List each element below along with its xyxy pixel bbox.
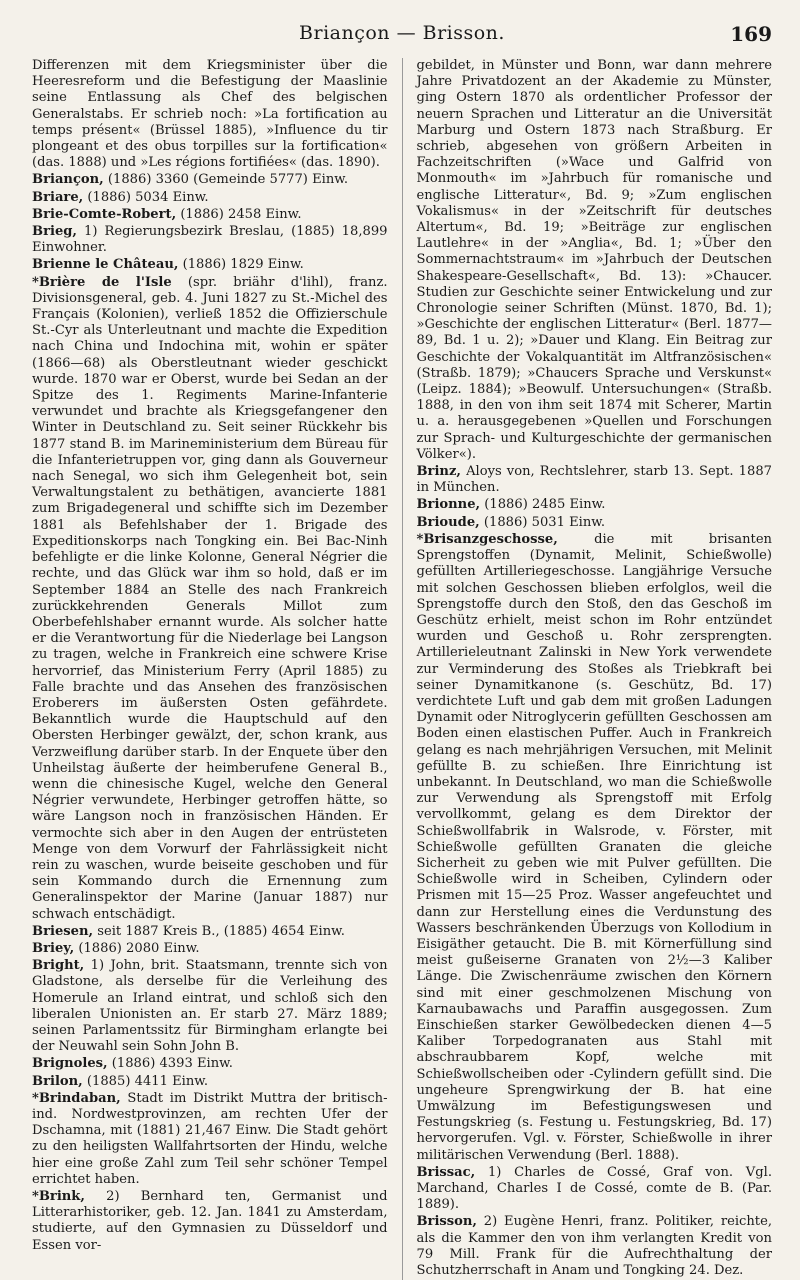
entry [32, 207, 388, 223]
entry [32, 1056, 388, 1072]
entry [32, 190, 388, 206]
entry [32, 1091, 388, 1188]
entry-headword: Bright, [32, 958, 85, 974]
entry-text: die mit brisanten Sprengstoffen (Dynamit, Melinit, Schießwolle) gefüllten Artilleriegeschosse. Langjährige Versuche mit solchen Geschossen blieben erfolglos, weil die Sprengstoffe durch den Stoß, den das Geschoß im Geschütz erhielt, meist schon im Rohr entzündet wurden und Geschoß u. Rohr zersprengten. Artillerieleutnant Zalinski in New York verwendete zur Verminderung des Stoßes als Triebkraft bei seiner Dynamitkanone (s. Geschütz, Bd. 17) verdichtete Luft und gab dem mit großen Ladungen Dynamit oder Nitroglycerin gefüllten Geschossen am Boden einen elastischen Puffer. Auch in Frankreich gelang es nach mehrjährigen Versuchen, mit Melinit gefüllte B. zu schießen. Ihre Einrichtung ist unbekannt. In Deutschland, wo man die Schießwolle zur Verwendung als Sprengstoff mit Erfolg vervollkommt, gelang es dem Direktor der Schießwollfabrik in Walsrode, v. Förster, mit Schießwolle gefüllten Granaten die gleiche Sicherheit zu geben wie mit Pulver gefüllten. Die Schießwolle wird in Scheiben, Cylindern oder Prismen mit 15—25 Proz. Wasser angefeuchtet und dann zur Herstellung eines die Verdunstung des Wassers beschränkenden Überzugs von Kollodium in Eisigäther getaucht. Die B. mit Körnerfüllung sind meist gußeiserne Granaten von 2½—3 Kaliber Länge. Die Zwischenräume zwischen den Körnern sind mit einer geschmolzenen Mischung von Karnaubawachs und Paraffin ausgegossen. Zum Einschießen starker Gewölbedecken dienen 4—5 Kaliber Torpedogranaten aus Stahl mit abschraubbarem Kopf, welche mit Schießwollscheiben oder -Cylindern gefüllt sind. Die ungeheure Sprengwirkung der B. hat eine Umwälzung im Befestigungswesen und Festungskrieg (s. Festung u. Festungskrieg, Bd. 17) hervorgerufen. Vgl. v. Förster, Schießwolle in ihrer militärischen Verwendung (Berl. 1888). [416, 531, 772, 1163]
entry [32, 1189, 388, 1254]
entry-text: (1886) 2458 Einw. [180, 206, 302, 222]
entry [32, 275, 388, 923]
entry-text: seit 1887 Kreis B., (1885) 4654 Einw. [97, 923, 345, 939]
entry [32, 257, 388, 273]
entry-text: (1886) 5031 Einw. [483, 514, 606, 530]
entry [32, 58, 388, 171]
entry-headword: Brinz, [416, 464, 461, 480]
entry-text: 1) Regierungsbezirk Breslau, (1885) 18,899 Einwohner. [32, 224, 388, 256]
entry-headword: Briey, [32, 940, 75, 956]
entry-headword: Brioude, [416, 514, 480, 530]
page-number: 169 [730, 22, 772, 46]
entry [416, 1165, 772, 1214]
entry-headword: Briesen, [32, 923, 94, 939]
column-divider [402, 58, 403, 1280]
entry-text: (spr. briähr d'lihl), franz. Divisionsgeneral, geb. 4. Juni 1827 zu St.-Michel des Français (Kolonien), verließ 1852 die Offizierschule St.-Cyr als Unterleutnant und machte die Expedition nach China und Indochina mit, wohin er später (1866—68) als Oberstleutnant wieder geschickt wurde. 1870 war er Oberst, wurde bei Sedan an der Spitze des 1. Regiments Marine-Infanterie verwundet und brachte als Kriegsgefangener den Winter in Deutschland zu. Seit seiner Rückkehr bis 1877 stand B. im Marineministerium dem Büreau für die Infanterietruppen vor, ging dann als Gouverneur nach Senegal, wo sich ihm Gelegenheit bot, sein Verwaltungstalent zu bethätigen, avancierte 1881 zum Brigadegeneral und schiffte sich im Dezember 1881 als Befehlshaber der 1. Brigade des Expeditionskorps nach Tongking ein. Bei Bac-Ninh befehligte er die linke Kolonne, General Négrier die rechte, und das Glück war ihm so hold, daß er im September 1884 an Stelle des nach Frankreich zurückkehrenden Generals Millot zum Oberbefehlshaber ernannt wurde. Als solcher hatte er die Verantwortung für die Niederlage bei Langson zu tragen, welche in Frankreich eine schwere Krise hervorrief, das Ministerium Ferry (April 1885) zu Falle brachte und das Ansehen des französischen Eroberers im äußersten Osten gefährdete. Bekanntlich wurde die Hauptschuld auf den Obersten Herbinger gewälzt, der, schon krank, aus Verzweiflung darüber starb. In der Enquete über den Unheilstag äußerte der heimberufene General B., wenn die chinesische Kugel, welche den General Négrier verwundete, Herbinger getroffen hätte, so wäre Langson noch in französischen Händen. Er vermochte sich aber in den Augen der entrüsteten Menge von dem Vorwurf der Fahrlässigkeit nicht rein zu waschen, wurde beiseite geschoben und für sein Kommando durch die Ernennung zum Generalinspektor der Marine (Januar 1887) nur schwach entschädigt. [32, 274, 388, 922]
entry-headword: Brienne le Château, [32, 257, 179, 273]
entry-headword: Brisson, [416, 1214, 477, 1230]
entry-text: 1) Charles de Cossé, Graf von. Vgl. Marchand, Charles I de Cossé, comte de B. (Par. 1889). [416, 1164, 772, 1213]
entry [32, 958, 388, 1055]
entry [32, 224, 388, 256]
entry [32, 924, 388, 940]
entry-text: (1885) 4411 Einw. [86, 1073, 209, 1089]
entry-headword: Briançon, [32, 172, 104, 188]
page-header [32, 22, 772, 52]
entry-text: 1) John, brit. Staatsmann, trennte sich von Gladstone, als derselbe für die Verleihung des Homerule an Irland eintrat, und schloß sich den liberalen Unionisten an. Er starb 27. März 1889; seinen Parlamentssitz für Birmingham erlangte bei der Neuwahl sein Sohn John B. [32, 958, 388, 1055]
entry [416, 1214, 772, 1279]
entry [32, 1074, 388, 1090]
entry [32, 172, 388, 188]
entry-text: (1886) 4393 Einw. [111, 1056, 233, 1072]
entry [416, 515, 772, 531]
entry-headword: Brilon, [32, 1073, 83, 1089]
entry-text: (1886) 2485 Einw. [484, 497, 606, 513]
text-columns [32, 58, 772, 1280]
right-column [416, 58, 772, 1280]
entry-text: (1886) 2080 Einw. [78, 940, 200, 956]
entry [416, 497, 772, 513]
entry-text: 2) Bernhard ten, Germanist und Litterarhistoriker, geb. 12. Jan. 1841 zu Amsterdam, studierte, auf den Gymnasien zu Düsseldorf und Essen vor- [32, 1189, 388, 1253]
entry-text: (1886) 1829 Einw. [182, 257, 304, 273]
entry-text: gebildet, in Münster und Bonn, war dann mehrere Jahre Privatdozent an der Akademie zu Münster, ging Ostern 1870 als ordentlicher Professor der neuern Sprachen und Litteratur an die Universität Marburg und Ostern 1873 nach Straßburg. Er schrieb, abgesehen von größern Arbeiten in Fachzeitschriften (»Wace und Galfrid von Monmouth« im »Jahrbuch für romanische und englische Litteratur«, Bd. 9; »Zum englischen Vokalismus« in der »Zeitschrift für deutsches Altertum«, Bd. 19; »Beiträge zur englischen Lautlehre« in der »Anglia«, Bd. 1; »Über den Sommernachtstraum« im »Jahrbuch der Deutschen Shakespeare-Gesellschaft«, Bd. 13): »Chaucer. Studien zur Geschichte seiner Entwickelung und zur Chronologie seiner Schriften (Münst. 1870, Bd. 1); »Geschichte der englischen Litteratur« (Berl. 1877—89, Bd. 1 u. 2); »Dauer und Klang. Ein Beitrag zur Geschichte der Vokalquantität im Altfranzösischen« (Straßb. 1879); »Chaucers Sprache und Verskunst« (Leipz. 1884); »Beowulf. Untersuchungen« (Straßb. 1888, in den von ihm seit 1874 mit Scherer, Martin u. a. herausgegebenen »Quellen und Forschungen zur Sprach- und Kulturgeschichte der germanischen Völker«). [416, 58, 772, 462]
entry-text: (1886) 5034 Einw. [87, 189, 209, 205]
left-column [32, 58, 388, 1280]
entry-headword: Brignoles, [32, 1056, 108, 1072]
entry-headword: Brie-Comte-Robert, [32, 206, 177, 222]
entry-headword: Brieg, [32, 224, 77, 240]
entry [416, 58, 772, 463]
running-title: Briançon — Brisson. [299, 22, 505, 44]
entry-text: 2) Eugène Henri, franz. Politiker, reichte, als die Kammer den von ihm verlangten Kredit von 79 Mill. Frank für die Aufrechthaltung der Schutzherrschaft in Anam und Tongking 24. Dez. [416, 1214, 772, 1279]
entry [416, 464, 772, 496]
entry-text: Aloys von, Rechtslehrer, starb 13. Sept. 1887 in München. [416, 464, 772, 496]
entry-headword: *Brière de l'Isle [32, 274, 172, 290]
entry-headword: Brionne, [416, 497, 481, 513]
entry-headword: *Brisanzgeschosse, [416, 531, 558, 547]
entry-headword: Brissac, [416, 1164, 476, 1180]
entry [416, 532, 772, 1164]
entry-text: Stadt im Distrikt Muttra der britisch-ind. Nordwestprovinzen, am rechten Ufer der Dschamna, mit (1881) 21,467 Einw. Die Stadt gehört zu den heiligsten Wallfahrtsorten der Hindu, welche hier eine große Zahl zum Teil sehr schöner Tempel errichtet haben. [32, 1090, 388, 1187]
entry-text: Differenzen mit dem Kriegsminister über die Heeresreform und die Befestigung der Maaslinie seine Entlassung als Chef des belgischen Generalstabs. Er schrieb noch: »La fortification au temps présent« (Brüssel 1885), »Influence du tir plongeant et des obus torpilles sur la fortification« (das. 1888) und »Les régions fortifiées« (das. 1890). [32, 58, 388, 171]
entry-headword: *Brindaban, [32, 1090, 121, 1106]
entry-headword: *Brink, [32, 1189, 85, 1205]
entry-headword: Briare, [32, 189, 84, 205]
entry [32, 941, 388, 957]
entry-text: (1886) 3360 (Gemeinde 5777) Einw. [107, 172, 349, 188]
